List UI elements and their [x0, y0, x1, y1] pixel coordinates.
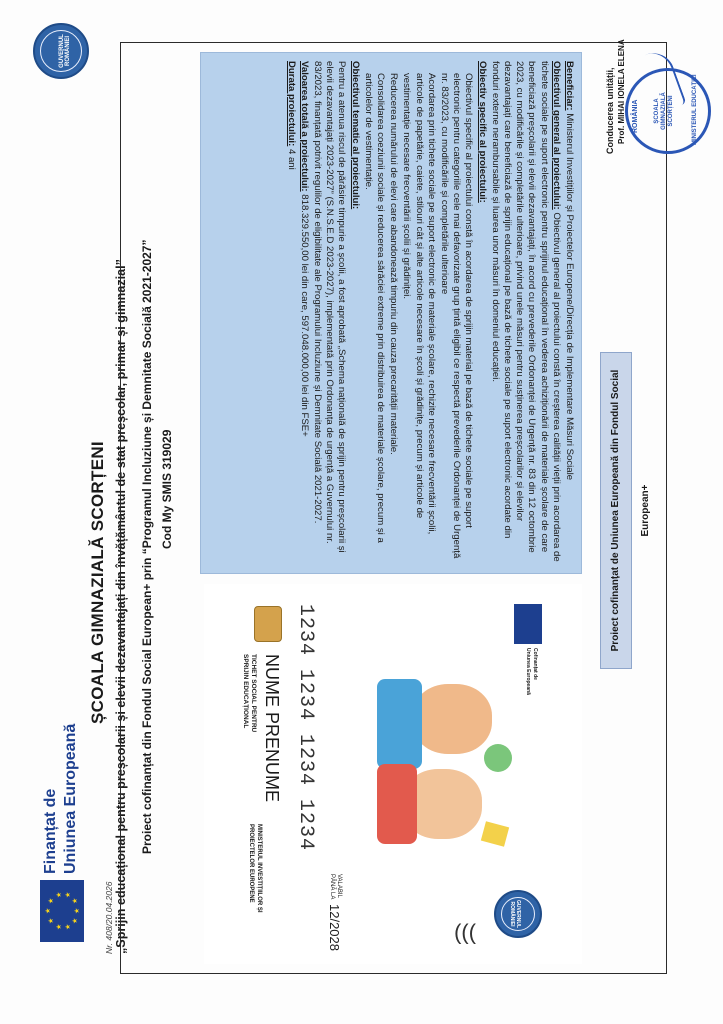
card-type-line2: SPRIJIN EDUCAȚIONAL [242, 654, 249, 729]
card-number: 1234 1234 1234 1234 [294, 604, 317, 852]
ministry-line1: MINISTERUL INVESTIȚIILOR ȘI [256, 824, 262, 913]
smis-code: Cod My SMIS 319029 [160, 429, 174, 549]
eu-flag-icon: ★ ★ ★ ★ ★ ★ ★ ★ ★ ★ [40, 880, 84, 942]
duration-text: 4 ani [285, 146, 297, 170]
government-seal-icon: GUVERNUL ROMÂNIEI [33, 23, 89, 79]
cofinance-line: Proiect cofinanțat din Fondul Social European+ prin “Programul Incluziune și Demnitate Socială 2021-2027” [140, 239, 154, 854]
reference-number: Nr. 408/20.04.2026 [104, 881, 114, 954]
chip-icon [254, 606, 282, 642]
project-info-box [200, 52, 582, 574]
card-eu-text2: Uniunea Europeană [525, 648, 531, 695]
official-stamp: ROMÂNIA ȘCOALA GIMNAZIALĂ SCORȚENI MINISTERUL EDUCAȚIEI [625, 68, 711, 154]
obj-general-text: Obiectivul general al proiectului constă în creșterea calității vieții prin acordarea de tichete sociale pe suport electronic pentru sprijinul educațional în vederea achiziționării de materiale școlare de care beneficiază preșcolarii și elevii dezavantajați, în acord cu prevederile Ordonanței de Urgență nr. 83 din 12 octombrie 2023, cu modificările și completările ulterioare, privind unele măsuri pentru susținerea preșcolarilor și elevilor dezavantajați care beneficiază de sprijin educațional pe bază de tichete sociale pe suport electronic acordate din fonduri externe nerambursabile și luarea unor măsuri în domeniul educației. [489, 61, 562, 562]
obj-specific-item: Reducerea numărului de elevi care abandonează timpuriu din cauza precarității materiale. [388, 73, 400, 455]
obj-specific-item: Consolidarea coeziunii sociale și reducerea sărăciei extreme prin distribuirea de materiale școlare, precum și a articolelor de vestimentație. [362, 73, 386, 543]
footer-banner [600, 352, 651, 669]
duration-label: Durata proiectului: [285, 61, 297, 147]
stamp-role: Conducerea unității, [605, 67, 615, 154]
card-type-line1: TICHET SOCIAL PENTRU [250, 654, 257, 733]
beneficiar-label: Beneficiar: [564, 61, 575, 111]
obj-tematic-text: Pentru a atenua riscul de părăsire timpurie a școlii, a fost aprobată „Schema națională de sprijin pentru preșcolarii și elevii dezavantajați 2023-2027” (S.N.S.E.D 2023-2027), implementată prin Ordonanța de urgență a Guvernului nr. 83/2023, finanțată potrivit regulilor de eligibilitate ale Programului Incluziune și Demnitate Socială 2021-2027. [311, 61, 348, 553]
valid-label1: VALABIL [336, 874, 342, 898]
eu-flag-icon [514, 604, 542, 644]
obj-tematic-label: Obiectivul tematic al proiectului: [349, 61, 361, 210]
children-illustration [362, 674, 512, 854]
project-info-panel-wrapper [195, 44, 590, 974]
value-label: Valoarea totală a proiectului: [298, 61, 310, 192]
footer-text: Proiect cofinanțat de Uniunea Europeană din Fondul Social European+ [610, 369, 651, 652]
social-ticket-card [204, 584, 582, 964]
project-info-panel [195, 44, 590, 974]
valid-date: 12/2028 [327, 904, 342, 951]
obj-specific-item: Acordarea prin tichete sociale pe suport electronic de materiale școlare, rechizite necesare frecventării școlii, articole de papetărie, caiete, stilouri cât și alte articole necesare în școli și grădinițe, precum și articole de vestimentație necesare frecventării școlii și grădiniței. [401, 73, 437, 535]
card-eu-text1: Cofinanțat de [532, 648, 538, 680]
value-text: 818.329.550,00 lei din care, 597.048.000,00 lei din FSE+ [298, 191, 310, 437]
eu-logo-line2: Uniunea Europeană [62, 723, 79, 874]
government-seal-icon: GUVERNUL ROMÂNIEI [494, 890, 542, 938]
school-name: ȘCOALA GIMNAZIALĂ SCORȚENI [88, 441, 107, 724]
eu-logo-line1: Finanțat de [42, 788, 59, 874]
card-holder-name: NUME PRENUME [262, 654, 282, 803]
contactless-icon: ))) [454, 922, 476, 948]
beneficiar-text: Ministerul Investițiilor și Proiectelor Europene/Direcția de Implementare Măsuri Sociale [564, 110, 575, 481]
valid-label2: PÂNĂ LA [329, 874, 335, 900]
project-title: „Sprijin educațional pentru preșcolarii și elevii dezavantajați din învățământul de stat preșcolar, primar și gimnazial” [114, 259, 128, 954]
stamp-name: Prof. MIHAI IONELA ELENA [617, 39, 626, 144]
obj-specific-item: Obiectivul specific al proiectului constă în acordarea de sprijin material pe bază de tichete sociale pe suport electronic pentru categoriile cele mai defavorizate grup țintă eligibil ce respectă prevederile Ordonanței de Urgență nr. 83/2023, cu modificările și completările ulterioare [438, 73, 475, 559]
obj-general-label: Obiectivul general al proiectului: [550, 61, 562, 210]
ministry-line2: PROIECTELOR EUROPENE [248, 824, 254, 903]
obj-specific-label: Obiectiv specific al proiectului: [476, 61, 488, 203]
